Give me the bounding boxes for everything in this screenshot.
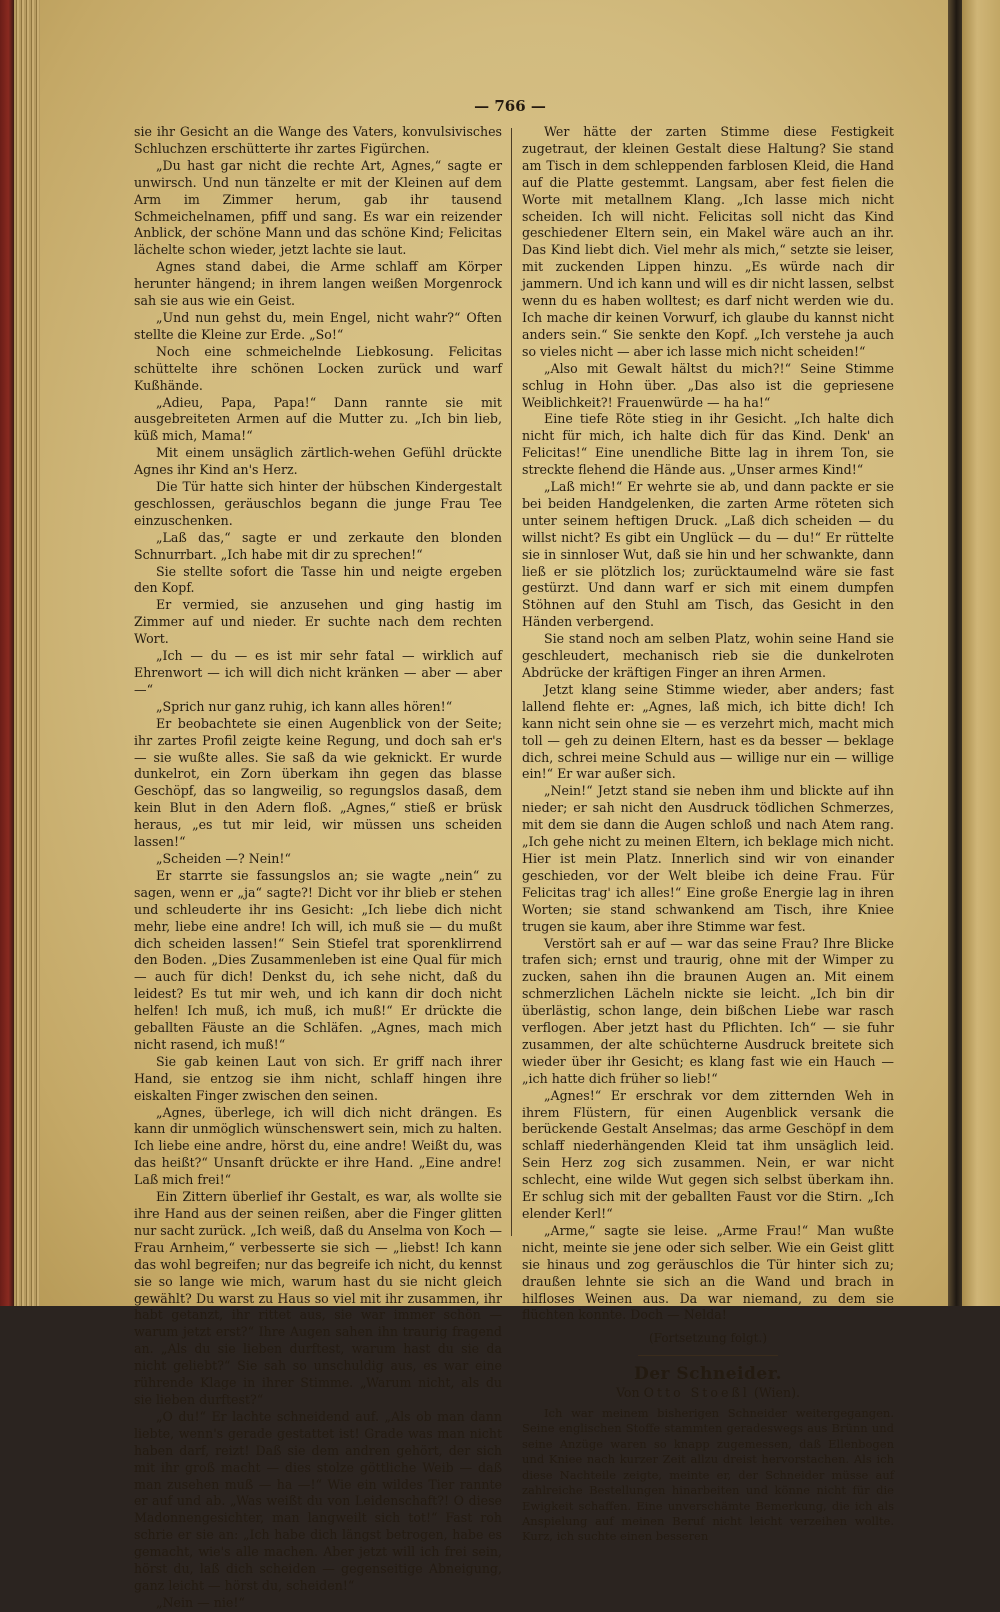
right-column-paragraphs [522,124,894,1324]
right-column-paragraph: Verstört sah er auf — war das seine Frau? Ihre Blicke trafen sich; ernst und traurig, ohne mit der Wimper zu zucken, sahen ihn die braunen Augen an. Mit einem schmerzlichen Lächeln nickte sie leicht. „Ich bin dir überlästig, schon lange, dein bißchen Liebe war rasch verflogen. Aber jetzt hast du Pflichten. Ich“ — sie fuhr zusammen, der alte schüchterne Ausdruck breitete sich wieder über ihr Gesicht; es klang fast wie ein Hauch — „ich hatte dich früher so lieb!“ [522,935,894,1086]
author-prefix: Von [615,1385,640,1401]
story-separator [638,1355,778,1356]
left-column-paragraph: Er beobachtete sie einen Augenblick von der Seite; ihr zartes Profil zeigte keine Regung, und doch sah er's — sie wußte alles. Sie saß da wie geknickt. Er wurde dunkelrot, ein Zorn überkam ihn gegen das blasse Geschöpf, das so langweilig, so regungslos dasaß, dem kein Blut in den Adern floß. „Agnes,“ stieß er brüsk heraus, „es tut mir leid, wir müssen uns scheiden lassen!“ [134,715,502,850]
right-column-paragraph: Sie stand noch am selben Platz, wohin seine Hand sie geschleudert, mechanisch rieb sie die dunkelroten Abdrücke der kräftigen Finger an ihren Armen. [522,631,894,680]
left-column-paragraph: Sie stellte sofort die Tasse hin und neigte ergeben den Kopf. [134,563,502,596]
left-column-paragraph: „Scheiden —? Nein!“ [156,850,291,866]
column-divider [511,128,512,1236]
right-column-paragraph: „Nein!“ Jetzt stand sie neben ihm und blickte auf ihn nieder; er sah nicht den Ausdruck tödlichen Schmerzes, mit dem sie dann die Augen schloß und nach Atem rang. „Ich gehe nicht zu meinen Eltern, ich beklage mich nicht. Hier ist mein Platz. Innerlich sind wir von einander geschieden, vor der Welt bleibe ich deine Frau. Für Felicitas trag' ich alles!“ Eine große Energie lag in ihren Worten; sie stand schwankend am Tisch, ihre Kniee trugen sie kaum, aber ihre Stimme war fest. [522,783,894,934]
author-name: Otto Stoeßl [643,1385,750,1401]
right-column-paragraph: „Arme,“ sagte sie leise. „Arme Frau!“ Man wußte nicht, meinte sie jene oder sich selber. Wie ein Geist glitt sie hinaus und zog geräuschlos die Tür hinter sich zu; draußen lehnte sie sich an die Wand und brach in hilfloses Weinen aus. Da war niemand, zu dem sie flüchten konnte. Doch — Nelda! [522,1222,894,1323]
right-text-column [522,124,894,1545]
author-place: (Wien). [753,1385,801,1401]
left-text-column [134,124,502,1612]
story-author [522,1385,894,1402]
book-gutter [948,0,962,1306]
left-column-paragraph: „Agnes, überlege, ich will dich nicht drängen. Es kann dir unmöglich wünschenswert sein, mich zu halten. Ich liebe eine andre, hörst du, eine andre! Weißt du, was das heißt?“ Unsanft drückte er ihre Hand. „Eine andre! Laß mich frei!“ [134,1104,502,1188]
left-column-paragraph: „O du!“ Er lachte schneidend auf. „Als ob man dann liebte, wenn's gerade gestattet ist! Grade was man nicht haben darf, reizt! Daß sie dem andren gehört, der sich mit ihr groß macht — dies stolze göttliche Weib — daß man zusehen muß — ha —!“ Wie ein wildes Tier rannte er auf und ab. „Was weißt du von Leidenschaft?! O diese Madonnengesichter, man langweilt sich tot!“ Fast roh schrie er sie an: „Ich habe dich längst betrogen, habe es gemacht, wie's alle machen. Aber jetzt will ich frei sein, hörst du, laß dich scheiden — gegenseitige Abneigung, ganz leicht — hörst du, scheiden!“ [134,1408,502,1593]
left-column-paragraph: Er vermied, sie anzusehen und ging hastig im Zimmer auf und nieder. Er suchte nach dem rechten Wort. [134,597,502,647]
right-column-paragraph: Wer hätte der zarten Stimme diese Festigkeit zugetraut, der kleinen Gestalt diese Haltung? Sie stand am Tisch in dem schleppenden farblosen Kleid, die Hand auf die Platte gestemmt. Langsam, aber fest fielen die Worte mit metallnem Klang. „Ich lasse mich nicht scheiden. Ich will nicht. Felicitas soll nicht das Kind geschiedener Eltern sein, ein Makel wäre auch an ihr. Das Kind liebt dich. Viel mehr als mich,“ setzte sie leiser, mit zuckenden Lippen hinzu. „Es würde nach dir jammern. Und ich kann und will es dir nicht lassen, selbst wenn du es haben wolltest; es darf nicht werden wie du. Ich mache dir keinen Vorwurf, ich glaube du kannst nicht anders sein.“ Sie senkte den Kopf. „Ich verstehe ja auch so vieles nicht — aber ich lasse mich nicht scheiden!“ [522,124,894,359]
page-number: — 766 — [474,97,546,115]
left-column-paragraph: Ein Zittern überlief ihr Gestalt, es war, als wollte sie ihre Hand aus der seinen reißen, aber die Finger glitten nur sacht zurück. „Ich weiß, daß du Anselma von Koch — Frau Arnheim,“ verbesserte sie sich — „liebst! Ich kann das wohl begreifen; nur das begreife ich nicht, du kennst sie so lange wie mich, warum hast du sie nicht gleich gewählt? Du warst zu Haus so viel mit ihr zusammen, ihr habt getanzt, ihr rittet aus, sie war immer schön — warum jetzt erst?“ Ihre Augen sahen ihn traurig fragend an. „Als du sie lieben durftest, warum hast du sie da nicht geliebt?“ Sie sah so unschuldig aus, es war eine rührende Klage in ihrer Stimme. „Warum nicht, als du sie lieben durftest?“ [134,1189,502,1407]
left-column-paragraph: „Adieu, Papa, Papa!“ Dann rannte sie mit ausgebreiteten Armen auf die Mutter zu. „Ich bin lieb, küß mich, Mama!“ [134,394,502,444]
continuation-note: (Fortsetzung folgt.) [649,1331,767,1346]
story-title: Der Schneider. [633,1364,783,1385]
story-opening-paragraph: Ich war meinem bisherigen Schneider weitergegangen. Seine englischen Stoffe stammten geradeswegs aus Brünn und seine Anzüge waren so knapp zugemessen, daß Ellenbogen und Kniee nach kurzer Zeit allzu dreist hervorstachen. Als ich diese Nachteile zeigte, meinte er, der Schneider müsse auf zahlreiche Bestellungen hinarbeiten und könne nicht für die Ewigkeit schaffen. Eine unverschämte Bemerkung, die ich als Anspielung auf meinen Beruf nicht leicht verzeihen wollte. Kurz, ich suchte einen besseren [522,1406,894,1544]
right-column-paragraph: Jetzt klang seine Stimme wieder, aber anders; fast lallend flehte er: „Agnes, laß mich, ich bitte dich! Ich kann nicht sein ohne sie — es verzehrt mich, macht mich toll — geh zu deinen Eltern, hast es da besser — beklage dich, schrei meine Schuld aus — willige nur ein — willige ein!“ Er war außer sich. [522,681,894,782]
stacked-page-edges [14,0,40,1306]
left-column-paragraph: Sie gab keinen Laut von sich. Er griff nach ihrer Hand, sie entzog sie ihm nicht, schlaff hingen ihre eiskalten Finger zwischen den seinen. [134,1053,502,1103]
facing-page-edge [962,0,1000,1306]
left-column-paragraph: Er starrte sie fassungslos an; sie wagte „nein“ zu sagen, wenn er „ja“ sagte?! Dicht vor ihr blieb er stehen und schleuderte ihr ins Gesicht: „Ich liebe dich nicht mehr, liebe eine andre! Ich will, ich muß sie — du mußt dich scheiden lassen!“ Sein Stiefel trat sporenklirrend den Boden. „Dies Zusammenleben ist eine Qual für mich — auch für dich! Denkst du, ich sehe nicht, daß du leidest? Es tut mir weh, und ich kann dir doch nicht helfen! Ich muß, ich muß, ich muß!“ Er drückte die geballten Fäuste an die Schläfen. „Agnes, mach mich nicht rasend, ich muß!“ [134,867,502,1052]
left-column-paragraph: „Du hast gar nicht die rechte Art, Agnes,“ sagte er unwirsch. Und nun tänzelte er mit der Kleinen auf dem Arm im Zimmer herum, gab ihr tausend Schmeichelnamen, pfiff und sang. Es war ein reizender Anblick, der schöne Mann und das schöne Kind; Felicitas lächelte schon wieder, jetzt lachte sie laut. [134,157,502,258]
left-column-paragraph: sie ihr Gesicht an die Wange des Vaters, konvulsivisches Schluchzen erschütterte ihr zartes Figürchen. [134,124,502,156]
left-column-paragraph: Die Tür hatte sich hinter der hübschen Kindergestalt geschlossen, geräuschlos begann die junge Frau Tee einzuschenken. [134,479,502,528]
right-column-paragraph: Eine tiefe Röte stieg in ihr Gesicht. „Ich halte dich nicht für mich, ich halte dich für das Kind. Denk' an Felicitas!“ Eine unendliche Bitte lag in ihrem Ton, sie streckte flehend die Hände aus. „Unser armes Kind!“ [522,411,894,478]
book-cover-edge [0,0,14,1306]
left-column-paragraph: „Ich — du — es ist mir sehr fatal — wirklich auf Ehrenwort — ich will dich nicht kränken — aber — aber —“ [134,648,502,697]
left-column-paragraph: „Laß das,“ sagte er und zerkaute den blonden Schnurrbart. „Ich habe mit dir zu sprechen!“ [134,529,502,562]
right-column-paragraph: „Agnes!“ Er erschrak vor dem zitternden Weh in ihrem Flüstern, für einen Augenblick versank die berückende Gestalt Anselmas; das arme Geschöpf in dem schlaff niederhängenden Kleid tat ihm unsäglich leid. Sein Herz zog sich zusammen. Nein, er war nicht schlecht, eine wilde Wut gegen sich selbst überkam ihn. Er schlug sich mit der geballten Faust vor die Stirn. „Ich elender Kerl!“ [522,1087,894,1221]
left-column-paragraph: Agnes stand dabei, die Arme schlaff am Körper herunter hängend; in ihrem langen weißen Morgenrock sah sie aus wie ein Geist. [134,259,502,309]
left-column-paragraph: „Sprich nur ganz ruhig, ich kann alles hören!“ [156,698,453,714]
right-column-paragraph: „Also mit Gewalt hältst du mich?!“ Seine Stimme schlug in Hohn über. „Das also ist die gepriesene Weiblichkeit?! Frauenwürde — ha ha!“ [522,360,894,410]
left-column-paragraph: Noch eine schmeichelnde Liebkosung. Felicitas schüttelte ihre schönen Locken zurück und warf Kußhände. [134,343,502,393]
right-column-paragraph: „Laß mich!“ Er wehrte sie ab, und dann packte er sie bei beiden Handgelenken, die zarten Arme röteten sich unter seinem heftigen Druck. „Laß dich scheiden — du willst nicht? Es gibt ein Unglück — du — du!“ Er rüttelte sie in sinnloser Wut, daß sie hin und her schwankte, dann ließ er sie plötzlich los; zurücktaumelnd wäre sie fast gestürzt. Und dann warf er sich mit einem dumpfen Stöhnen auf den Stuhl am Tisch, das Gesicht in den Händen verbergend. [522,479,894,630]
left-column-paragraph: „Nein — nie!“ [156,1594,245,1610]
left-column-paragraph: Mit einem unsäglich zärtlich-wehen Gefühl drückte Agnes ihr Kind an's Herz. [134,445,502,478]
left-column-paragraph: „Und nun gehst du, mein Engel, nicht wahr?“ Often stellte die Kleine zur Erde. „So!“ [134,309,502,342]
